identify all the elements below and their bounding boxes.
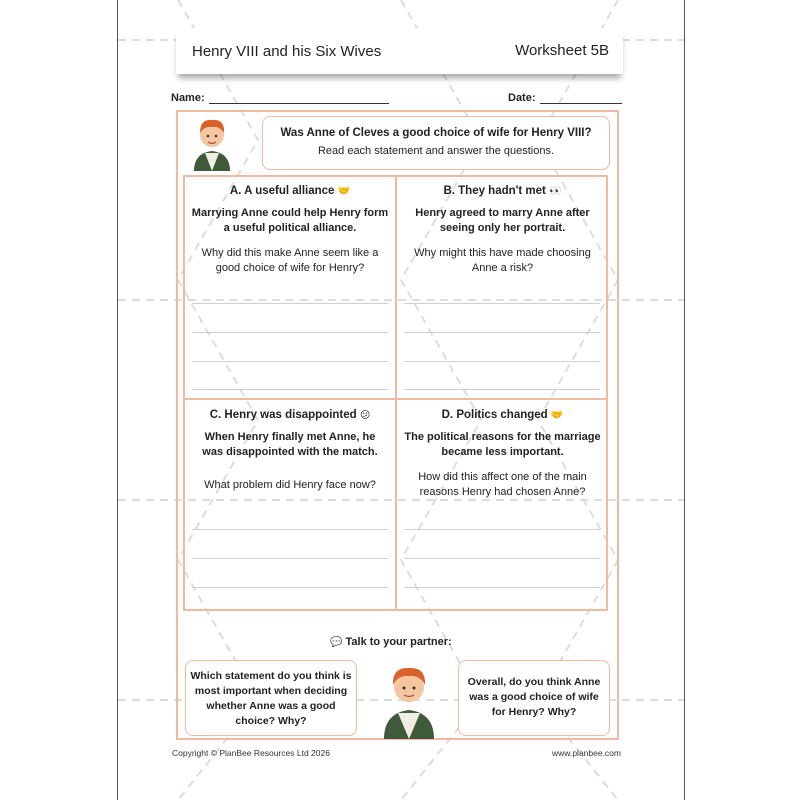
answer-line[interactable] <box>404 303 600 304</box>
question-line: good choice of wife for Henry? <box>215 262 365 274</box>
answer-line[interactable] <box>404 361 600 362</box>
header-card <box>176 28 623 74</box>
statement-cell-d <box>397 409 608 500</box>
answer-line[interactable] <box>192 303 388 304</box>
talk-prompt <box>330 636 452 648</box>
answer-line[interactable] <box>404 587 600 588</box>
grid-divider-horizontal <box>183 398 608 400</box>
statement-cell-a <box>185 185 395 276</box>
confused-face-icon: 😕 <box>359 410 371 421</box>
bubble-line: was a good choice of wife <box>469 691 599 703</box>
cell-heading: D. Politics changed 🤝 <box>441 409 564 421</box>
handshake-icon: 🤝 <box>550 410 564 421</box>
discussion-bubble-left <box>185 660 357 736</box>
discussion-bubble-right <box>458 660 610 736</box>
bubble-line: for Henry? Why? <box>491 706 577 718</box>
date-label: Date: <box>508 92 536 104</box>
answer-line[interactable] <box>192 558 388 559</box>
statement-line: a useful political alliance. <box>223 222 357 234</box>
answer-line[interactable] <box>404 558 600 559</box>
question-line: Why might this have made choosing <box>414 247 591 259</box>
statement-line: When Henry finally met Anne, he <box>204 431 376 443</box>
cell-heading: C. Henry was disappointed 😕 <box>209 409 371 421</box>
worksheet-title: Henry VIII and his Six Wives <box>192 43 382 60</box>
bubble-line: choice? Why? <box>235 715 307 727</box>
question-line: What problem did Henry face now? <box>204 479 376 491</box>
question-line: Why did this make Anne seem like a <box>201 247 379 259</box>
bubble-line: Which statement do you think is <box>190 670 352 682</box>
name-label: Name: <box>171 92 205 104</box>
bubble-line: Overall, do you think Anne <box>467 676 601 688</box>
question-line: Anne a risk? <box>471 262 534 274</box>
statement-line: Marrying Anne could help Henry form <box>191 207 389 219</box>
question-speech-bubble <box>262 116 610 170</box>
date-blank-line[interactable] <box>540 93 622 104</box>
answer-line[interactable] <box>404 332 600 333</box>
answer-line[interactable] <box>192 389 388 390</box>
instruction-text: Read each statement and answer the questions. <box>317 145 555 157</box>
statement-line: Henry agreed to marry Anne after <box>415 207 590 219</box>
girl-character-icon <box>380 655 438 739</box>
website-text: www.planbee.com <box>552 748 621 758</box>
statement-line: seeing only her portrait. <box>439 222 566 234</box>
cell-heading: A. A useful alliance 🤝 <box>229 185 351 197</box>
answer-line[interactable] <box>404 529 600 530</box>
answer-line[interactable] <box>192 587 388 588</box>
handshake-icon: 🤝 <box>337 186 351 197</box>
talk-label: Talk to your partner: <box>345 636 452 648</box>
answer-line[interactable] <box>192 361 388 362</box>
name-field[interactable] <box>171 92 389 104</box>
boy-character-icon <box>190 113 234 171</box>
bubble-line: whether Anne was a good <box>206 700 336 712</box>
copyright-text: Copyright © PlanBee Resources Ltd 2026 <box>172 748 330 758</box>
worksheet-number: Worksheet 5B <box>515 42 609 59</box>
speech-bubble-icon: 💬 <box>330 637 343 648</box>
statement-line: The political reasons for the marriage <box>404 431 601 443</box>
statement-cell-c <box>185 409 395 493</box>
name-blank-line[interactable] <box>209 93 389 104</box>
question-line: How did this affect one of the main <box>418 471 587 483</box>
statement-line: was disappointed with the match. <box>202 446 378 458</box>
date-field[interactable] <box>508 92 622 104</box>
answer-line[interactable] <box>192 529 388 530</box>
bubble-line: most important when deciding <box>194 685 348 697</box>
main-question: Was Anne of Cleves a good choice of wife for Henry VIII? <box>280 127 592 139</box>
answer-line[interactable] <box>192 332 388 333</box>
eyes-icon: 👀 <box>549 186 562 197</box>
question-line: reasons Henry had chosen Anne? <box>419 486 586 498</box>
statement-line: became less important. <box>441 446 564 458</box>
cell-heading: B. They hadn't met 👀 <box>443 185 562 197</box>
statement-cell-b <box>397 185 608 276</box>
answer-line[interactable] <box>404 389 600 390</box>
